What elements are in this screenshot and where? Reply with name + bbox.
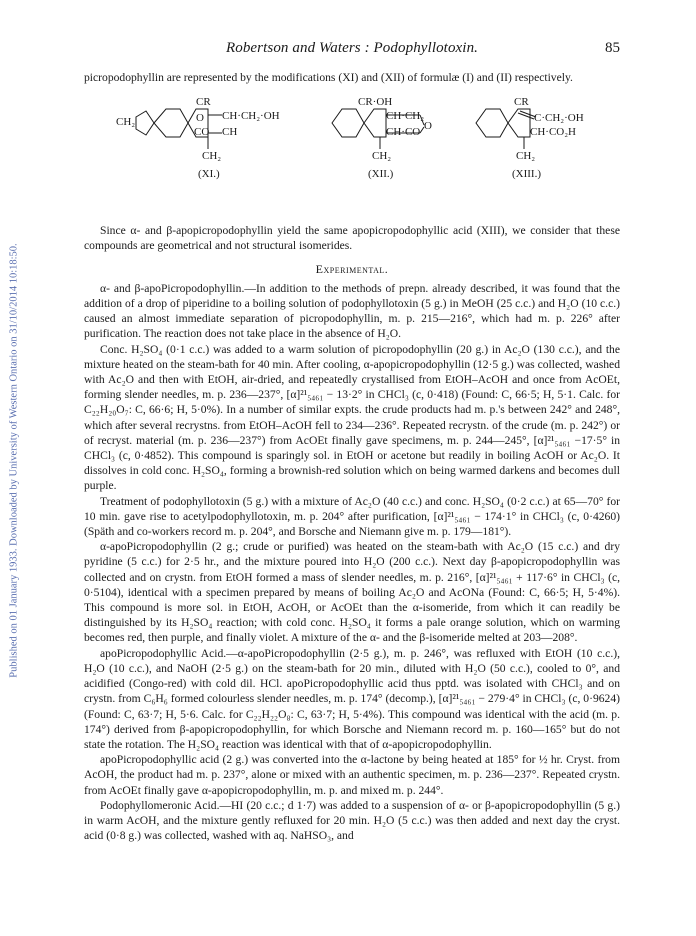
xi-ch2oh: CH·CH₂·OH bbox=[222, 110, 280, 123]
xiii-label: (XIII.) bbox=[512, 168, 542, 181]
paragraph-acetylpodophyllotoxin: Treatment of podophyllotoxin (5 g.) with a mixture of Ac₂O (40 c.c.) and conc. H₂SO₄ (0·2 c.c.) at 65—70° for 10 min. gave rise to acetylpodophyllotoxin, m. p. 204° after purification, [α]²¹₅₄₆₁ − 174·1° in CHCl₃ (c, 0·4260) (Späth and co-workers record m. p. 204°, and Borsche and Niemann give m. p. 179—181°). bbox=[84, 494, 620, 539]
xii-right-ring bbox=[364, 109, 386, 137]
xii-label: (XII.) bbox=[368, 168, 394, 181]
xi-ch: CH bbox=[222, 126, 238, 139]
structural-formulae bbox=[84, 89, 620, 217]
paragraph-apopicropodophyllic-acid: apoPicropodophyllic Acid.—α-apoPicropodophyllin (2·5 g.), m. p. 246°, was refluxed with EtOH (10 c.c.), H₂O (10 c.c.), and NaOH (2·5 g.) on the steam-bath for 20 min., diluted with H₂O (50 c.c.), cooled to 0°, and acidified (Congo-red) with cold dil. HCl. apoPicropodophyllic acid thus pptd. was isolated with CHCl₃ and on crystn. from C₆H₆ formed colourless slender needles, m. p. 174° (decomp.), [α]²¹₅₄₆₁ − 279·4° in CHCl₃ (c, 0·9624) (Found: C, 63·7; H, 5·6. Calc. for C₂₂H₂₂O₈: C, 63·7; H, 5·4%). This compound was identical with the acid (m. p. 174°) derived from β-apopicropodophyllin, for which Borsche and Niemann record m. p. 160—165° but do not state the rotation. The H₂SO₄ reaction was identical with that of α-apopicropodophyllin. bbox=[84, 646, 620, 751]
xii-croh: CR·OH bbox=[358, 96, 393, 109]
paragraph-podophyllomeronic-acid: Podophyllomeronic Acid.—HI (20 c.c.; d 1·7) was added to a suspension of α- or β-apopicropodophyllin (5 g.) in warm AcOH, and the mixture gently refluxed for 20 min. H₂O (5 c.c.) was then added and next day the cryst. acid (0·8 g.) was collected, washed with aq. NaHSO₃, and bbox=[84, 798, 620, 843]
xi-ch2: CH₂ bbox=[202, 150, 222, 163]
download-watermark bbox=[4, 110, 24, 810]
paragraph-conc-h2so4: Conc. H₂SO₄ (0·1 c.c.) was added to a warm solution of picropodophyllin (20 g.) in Ac₂O (130 c.c.), and the mixture heated on the steam-bath for 40 min. After cooling, α-apopicropodophyllin (12·5 g.) was collected, washed with Ac₂O and then with EtOH, air-dried, and repeatedly crystallised from EtOH–AcOH and once from AcOEt, forming slender needles, m. p. 236—237°, [α]²¹₅₄₆₁ − 13·2° in CHCl₃ (c, 0·418) (Found: C, 66·5; H, 5·1. Calc. for C₂₂H₂₀O₇: C, 66·6; H, 5·0%). In a number of similar expts. the crude products had m. p.'s between 242° and 248°, which after several recrystns. from EtOH–AcOH fell to 234—236°. Repeated recrystn. of the crude (m. p. 242°) or of recryst. material (m. p. 236—237°) from AcOEt finally gave specimens, m. p. 244—245°, [α]²¹₅₄₆₁ −17·5° in CHCl₃ (c, 0·4852). This compound is sparingly sol. in EtOH or acetone but readily in boiling AcOH or Ac₂O. It dissolves in cold conc. H₂SO₄, forming a brownish-red solution which on being warmed darkens and becomes dull purple. bbox=[84, 342, 620, 493]
conclusion-paragraph: Since α- and β-apopicropodophyllin yield the same apopicropodophyllic acid (XIII), we consider that these compounds are geometrical and not structural isomerides. bbox=[84, 224, 620, 253]
xii-o: O bbox=[424, 120, 432, 133]
xi-dioxole-ring bbox=[136, 111, 154, 135]
xiii-left-ring bbox=[476, 109, 508, 137]
download-watermark-text: Published on 01 January 1933. Downloaded by University of Western Ontario on 31/10/2014 10:18:50. bbox=[8, 242, 20, 678]
paragraph-alpha-lactone: apoPicropodophyllic acid (2 g.) was converted into the α-lactone by being heated at 185° for ½ hr. Cryst. from AcOH, the product had m. p. 237°, alone or mixed with an authentic specimen, m. p. 236—237°. Repeated crystn. from AcOEt finally gave α-apopicropodophyllin, m. p. and mixed m. p. 244°. bbox=[84, 753, 620, 797]
xiii-ch2: CH₂ bbox=[516, 150, 536, 163]
section-title: Experimental. bbox=[315, 261, 389, 276]
xi-cr: CR bbox=[196, 96, 211, 109]
page-header bbox=[84, 40, 620, 62]
formula-xiii bbox=[476, 109, 536, 149]
xi-o: O bbox=[196, 112, 204, 125]
xiii-cr: CR bbox=[514, 96, 529, 109]
xii-chch2: CH·CH₂ bbox=[386, 110, 425, 123]
paragraph-beta-isomeride: α-apoPicropodophyllin (2 g.; crude or purified) was heated on the steam-bath with Ac₂O (15 c.c.) and dry pyridine (5 c.c.) for 2·5 hr., and the mixture poured into H₂O (200 c.c.). Next day β-apopicropodophyllin was collected and on crystn. from EtOH formed a mass of slender needles, m. p. 216°, [α]²¹₅₄₆₁ + 117·6° in CHCl₃ (c, 0·5104), identical with a specimen prepared by means of boiling Ac₂O and AcONa (Found: C, 66·5; H, 5·4%). This compound is more sol. in EtOH, AcOH, or AcOEt than the α-isomeride, from which it can readily be distinguished by its H₂SO₄ reaction; with cold conc. H₂SO₄ it forms a pale orange solution, which on warming becomes red, then purple, and finally violet. A mixture of the α- and the β-isomeride melted at 203—208°. bbox=[84, 540, 620, 645]
xii-left-ring bbox=[332, 109, 364, 137]
xi-co: CO bbox=[194, 126, 210, 139]
page-number: 85 bbox=[605, 40, 620, 56]
intro-paragraph: picropodophyllin are represented by the modifications (XI) and (XII) of formulæ (I) and (II) respectively. bbox=[84, 71, 573, 84]
xii-chco: CH·CO bbox=[386, 126, 421, 139]
xiii-cch2oh: C·CH₂·OH bbox=[534, 112, 584, 125]
paragraph-apopicropodophyllin: α- and β-apoPicropodophyllin.—In addition to the methods of prepn. already described, it was found that the addition of a drop of piperidine to a boiling solution of podophyllotoxin (5 g.) in MeOH (25 c.c.) and H₂O (10 c.c.) caused an almost immediate separation of picropodophyllin, m. p. 215—216°, which had m. p. 226° after purification. The reaction does not take place in the absence of H₂O. bbox=[84, 281, 620, 341]
xii-ch2: CH₂ bbox=[372, 150, 392, 163]
running-head: Robertson and Waters : Podophyllotoxin. bbox=[225, 40, 479, 56]
xi-ch2-left: CH₂ bbox=[116, 116, 136, 129]
xi-label: (XI.) bbox=[198, 168, 220, 181]
xi-benzene-ring bbox=[154, 109, 188, 137]
xiii-chco2h: CH·CO₂H bbox=[530, 126, 577, 139]
formulae-drawing bbox=[84, 89, 620, 217]
article-body bbox=[84, 70, 620, 843]
